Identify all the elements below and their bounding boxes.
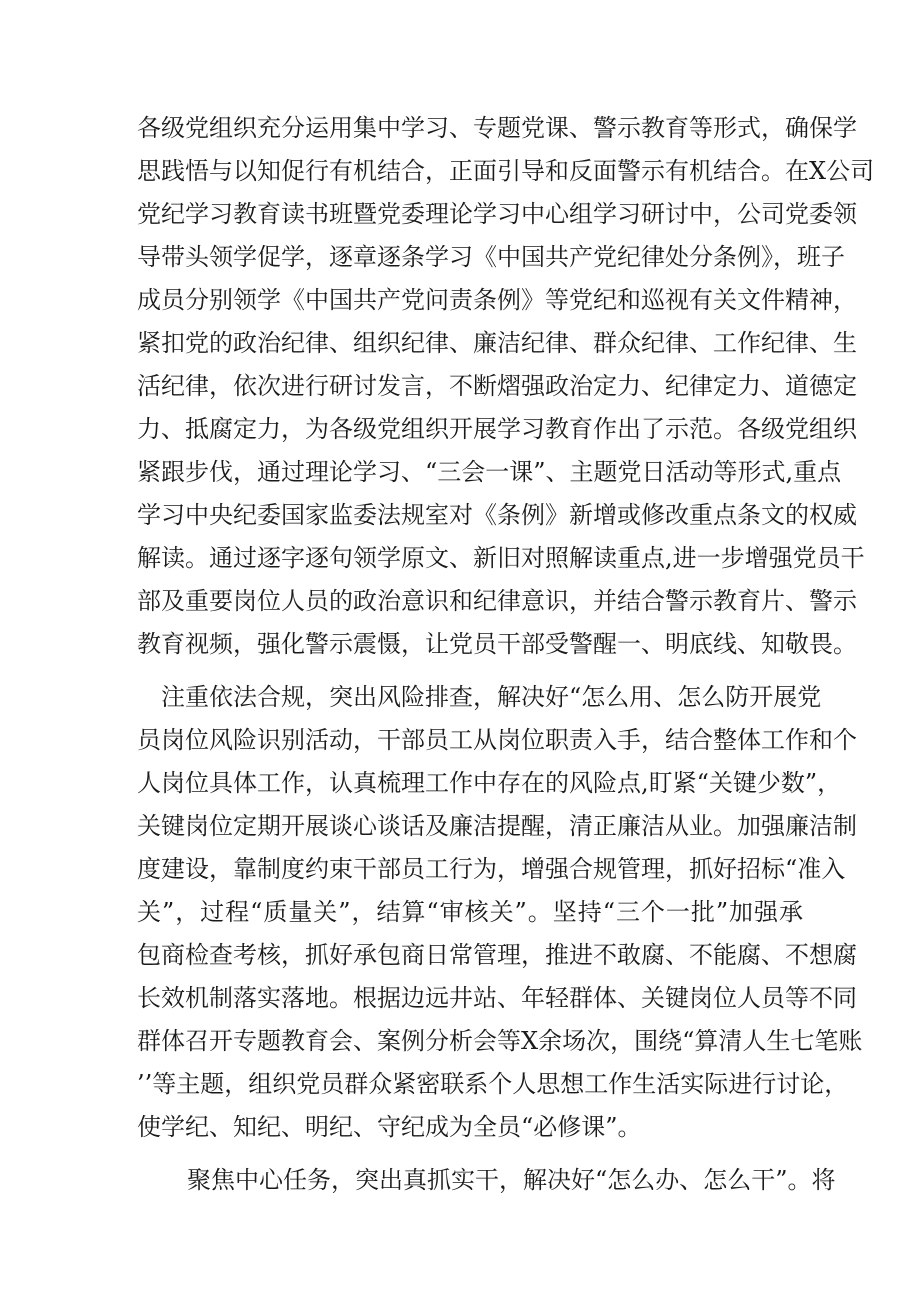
paragraph-2-line: 关键岗位定期开展谈心谈话及廉洁提醒，清正廉洁从业。加强廉洁制 bbox=[137, 812, 857, 840]
paragraph-1-line: 解读。通过逐字逐句领学原文、新旧对照解读重点,进一步增强党员干 bbox=[137, 544, 865, 572]
paragraph-3-line: 聚焦中心任务，突出真抓实干，解决好“怎么办、怎么干”。将 bbox=[187, 1166, 836, 1194]
paragraph-1-line: 党纪学习教育读书班暨党委理论学习中心组学习研讨中，公司党委领 bbox=[137, 200, 857, 228]
paragraph-2-line: 长效机制落实落地。根据边远井站、年轻群体、关键岗位人员等不同 bbox=[137, 984, 857, 1012]
paragraph-2-line: 注重依法合规，突出风险排查，解决好“怎么用、怎么防开展党 bbox=[161, 683, 822, 711]
paragraph-1-line: 学习中央纪委国家监委法规室对《条例》新增或修改重点条文的权威 bbox=[137, 501, 857, 529]
paragraph-2-line: 包商检查考核，抓好承包商日常管理，推进不敢腐、不能腐、不想腐 bbox=[137, 941, 857, 969]
paragraph-1-line: 教育视频，强化警示震慑，让党员干部受警醒一、明底线、知敬畏。 bbox=[137, 630, 857, 658]
paragraph-1-line: 活纪律，依次进行研讨发言，不断熠强政治定力、纪律定力、道德定 bbox=[137, 372, 857, 400]
paragraph-1-line: 思践悟与以知促行有机结合，正面引导和反面警示有机结合。在X公司 bbox=[137, 157, 875, 185]
paragraph-2-line: 人岗位具体工作，认真梳理工作中存在的风险点,盯紧“关键少数”， bbox=[137, 769, 842, 797]
paragraph-2-line: ’’等主题，组织党员群众紧密联系个人思想工作生活实际进行讨论， bbox=[137, 1070, 849, 1098]
paragraph-1-line: 部及重要岗位人员的政治意识和纪律意识，并结合警示教育片、警示 bbox=[137, 587, 857, 615]
paragraph-2-line: 使学纪、知纪、明纪、守纪成为全员“必修课”。 bbox=[137, 1113, 642, 1141]
paragraph-1-line: 力、抵腐定力，为各级党组织开展学习教育作出了示范。各级党组织 bbox=[137, 415, 857, 443]
paragraph-2-line: 关”，过程“质量关”，结算“审核关”。坚持“三个一批”加强承 bbox=[137, 898, 803, 926]
paragraph-1-line: 紧跟步伐，通过理论学习、“三会一课”、主题党日活动等形式,重点 bbox=[137, 458, 842, 486]
paragraph-2-line: 群体召开专题教育会、案例分析会等X余场次，围绕“算清人生七笔账 bbox=[137, 1027, 863, 1055]
paragraph-1-line: 各级党组织充分运用集中学习、专题党课、警示教育等形式，确保学 bbox=[137, 114, 857, 142]
paragraph-1-line: 成员分别领学《中国共产党问责条例》等党纪和巡视有关文件精神， bbox=[137, 286, 857, 314]
paragraph-1-line: 紧扣党的政治纪律、组织纪律、廉洁纪律、群众纪律、工作纪律、生 bbox=[137, 329, 857, 357]
paragraph-1-line: 导带头领学促学，逐章逐条学习《中国共产党纪律处分条例》，班子 bbox=[137, 243, 845, 271]
paragraph-2-line: 度建设，靠制度约束干部员工行为，增强合规管理，抓好招标“准入 bbox=[137, 855, 846, 883]
paragraph-2-line: 员岗位风险识别活动，干部员工从岗位职责入手，结合整体工作和个 bbox=[137, 726, 857, 754]
